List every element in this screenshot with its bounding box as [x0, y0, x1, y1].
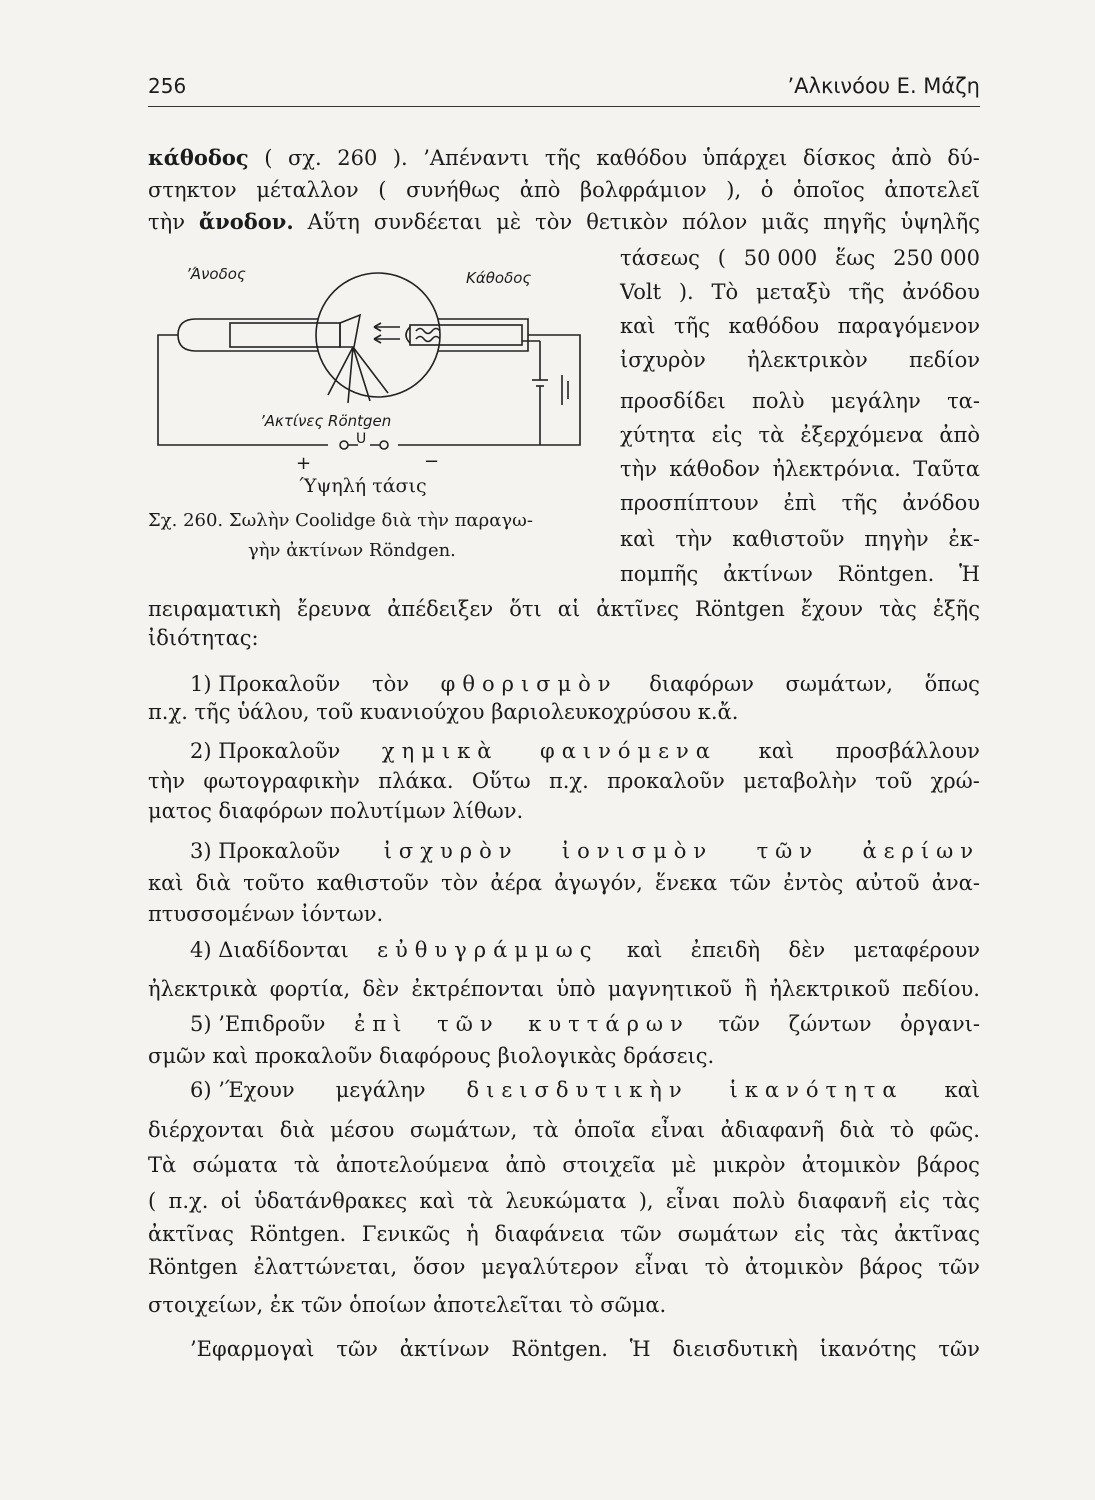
word: ἠλεκτρικοῦ [769, 977, 890, 1001]
word: βάρος [859, 1255, 923, 1279]
text-line [148, 175, 980, 205]
terminal-minus [380, 441, 388, 449]
word: ὀργανι- [900, 1012, 980, 1036]
anode-rod [230, 323, 340, 347]
word: συνδέεται [373, 210, 483, 234]
word: ἀερίων [862, 839, 980, 863]
word: ἀκτῖνες [596, 597, 679, 621]
word: καθόδου [728, 314, 820, 338]
word: ὑψηλῆς [900, 210, 980, 234]
word: 1) Προκαλοῦν [190, 672, 341, 696]
word: μαγνητικοῦ [607, 977, 733, 1001]
word: ἐλαττώνεται, [253, 1255, 398, 1279]
word: πεδίον [909, 348, 980, 372]
word: ἰονισμὸν [561, 839, 714, 863]
word: πομπῆς [620, 562, 699, 586]
text-line [148, 594, 980, 624]
word: ἀδιαφανῆ [720, 1118, 825, 1142]
word: ). [678, 280, 694, 304]
word: τὸ [704, 1255, 729, 1279]
label-anode: ’Άνοδος [186, 265, 246, 283]
coolidge-tube-figure [148, 255, 608, 595]
word: ὑπὸ [556, 977, 596, 1001]
word: πλάκα. [378, 769, 454, 793]
word: εἶναι [650, 1118, 706, 1142]
label-xrays: ’Ακτίνες Röntgen [260, 412, 392, 430]
word: μεταβολὴν [743, 769, 857, 793]
word: ἀκτίνων [399, 1337, 490, 1361]
word: τὸ [889, 1118, 915, 1142]
text-line [190, 1009, 980, 1039]
word: μικρὸν [712, 1153, 786, 1177]
word: ζώντων [788, 1012, 872, 1036]
text-line [148, 1186, 980, 1216]
word: Γενικῶς [361, 1222, 451, 1246]
word: π.χ. [548, 769, 589, 793]
word: ὅτι [509, 597, 542, 621]
word: φθορισμὸν [440, 672, 618, 696]
word: ἢ [744, 977, 757, 1001]
word: 50 000 [743, 246, 818, 270]
word: πειραματικὴ [148, 597, 281, 621]
word: εἰς [899, 1189, 930, 1213]
word: 3) Προκαλοῦν [190, 839, 341, 863]
word: ἀπὸ [891, 146, 932, 170]
word: Volt [620, 280, 662, 304]
word: ὅσον [412, 1255, 466, 1279]
word: καθόδου [596, 146, 687, 170]
word: καὶ [620, 314, 656, 338]
text-span: πτυσσομένων ἰόντων. [148, 902, 384, 926]
word: ἐπειδὴ [690, 938, 761, 962]
word: ἡ [466, 1222, 479, 1246]
word: τῆς [544, 146, 581, 170]
word: τὴν [148, 769, 185, 793]
word: Röntgen. [511, 1337, 608, 1361]
word: ὑπάρχει [702, 146, 788, 170]
word: τὸν [535, 210, 573, 234]
coolidge-tube-diagram [148, 255, 608, 475]
word: ἀνα- [931, 871, 980, 895]
word: διαφανῆ [797, 1189, 887, 1213]
word: ’Εφαρμογαὶ [190, 1337, 315, 1361]
word: καὶ [419, 1189, 455, 1213]
word: ἀτομικὸν [744, 1255, 844, 1279]
word: τὰ [758, 423, 785, 447]
word: ὑδατάνθρακες [254, 1189, 408, 1213]
word: λευκώματα [505, 1189, 627, 1213]
word: τὰς [942, 1189, 980, 1213]
word: διεισδυτικὴ [672, 1337, 798, 1361]
word: ἀποτελούμενα [335, 1153, 490, 1177]
word: ἠλεκτρικὸν [747, 348, 868, 372]
text-line [620, 488, 980, 518]
word: πολὺ [732, 1189, 786, 1213]
xray-line [353, 347, 388, 393]
word: 5) ’Επιδροῦν [190, 1012, 326, 1036]
word: οἱ [220, 1189, 242, 1213]
word: τὴν [675, 527, 713, 551]
text-line [148, 1219, 980, 1249]
word: ἰσχυρὸν [383, 839, 519, 863]
text-span: π.χ. τῆς ὑάλου, τοῦ κυανιούχου βαριολευκοχρύσου κ.ἄ. [148, 700, 739, 724]
word: Οὕτω [471, 769, 531, 793]
label-minus: − [424, 451, 440, 472]
word: τὰς [879, 597, 917, 621]
word: ἄνοδον. [199, 209, 294, 234]
text-line [148, 623, 980, 653]
text-line [620, 345, 980, 375]
word: ὅπως [924, 672, 980, 696]
word: ἀτομικὸν [801, 1153, 901, 1177]
text-line [190, 1075, 980, 1105]
word: διὰ [195, 871, 231, 895]
word: διαφάνεια [494, 1222, 605, 1246]
word: Αὕτη [307, 210, 360, 234]
word: ἀκτῖνας [148, 1222, 234, 1246]
word: μιᾶς [761, 210, 810, 234]
word: μεγαλύτερον [481, 1255, 619, 1279]
text-line [190, 736, 980, 766]
word: πόλον [682, 210, 748, 234]
page-header [148, 72, 980, 107]
word: προκαλοῦν [607, 769, 725, 793]
word: τὸν [371, 672, 409, 696]
text-line [148, 143, 980, 173]
word: τοῦ [875, 769, 913, 793]
word: ἱκανότης [819, 1337, 917, 1361]
word: 6) ’Έχουν [190, 1078, 295, 1102]
word: τῶν [729, 871, 771, 895]
word: προσβάλλουν [835, 739, 980, 763]
word: ἔχουν [800, 597, 864, 621]
running-title: ’Αλκινόου Ε. Μάζη [787, 74, 980, 98]
word: δύ- [947, 146, 980, 170]
word: ἕνεκα [654, 871, 718, 895]
word: στοιχεῖα [562, 1153, 656, 1177]
word: τοῦτο [243, 871, 305, 895]
word: διεισδυτικὴν [466, 1078, 689, 1102]
word: ἱκανότητα [729, 1078, 904, 1102]
text-span: ματος διαφόρων πολυτίμων λίθων. [148, 799, 524, 823]
text-line [190, 836, 980, 866]
word: καθιστοῦν [732, 527, 845, 551]
word: πεδίου. [902, 977, 980, 1001]
word: τῶν [938, 1337, 980, 1361]
word: κάθοδος [148, 145, 249, 170]
word: παραγόμενον [837, 314, 980, 338]
text-span: σμῶν καὶ προκαλοῦν διαφόρους βιολογικὰς δράσεις. [148, 1044, 715, 1068]
word: τῆς [841, 491, 878, 515]
word: ἀπὸ [505, 1153, 547, 1177]
word: 250 000 [893, 246, 980, 270]
word: κάθοδον [669, 457, 761, 481]
word: τα- [947, 389, 980, 413]
word: ἀγωγόν, [554, 871, 643, 895]
word: ( [717, 246, 726, 270]
word: 260 [337, 146, 378, 170]
word: ἐκτρέπονται [411, 977, 545, 1001]
word: ἀκτῖνας [894, 1222, 980, 1246]
word: ἐπὶ [783, 491, 817, 515]
word: τὰ [467, 1189, 494, 1213]
word: φωτογραφικὴν [203, 769, 360, 793]
word: τὰ [293, 1153, 320, 1177]
cathode-arm [438, 319, 528, 351]
word: καὶ [944, 1078, 980, 1102]
text-line [620, 311, 980, 341]
word: πολὺ [752, 389, 805, 413]
text-line [620, 454, 980, 484]
word: ’Απέναντι [423, 146, 530, 170]
word: χημικὰ [381, 739, 499, 763]
word: ἀποτελεῖ [884, 178, 980, 202]
word: διὰ [279, 1118, 315, 1142]
word: τάσεως [620, 246, 700, 270]
word: αὐτοῦ [855, 871, 920, 895]
word: καθιστοῦν [316, 871, 429, 895]
word: διὰ [839, 1118, 875, 1142]
text-line [148, 974, 980, 1004]
word: δὲν [362, 977, 400, 1001]
word: ἀέρα [490, 871, 543, 895]
word: μέταλλον [256, 178, 359, 202]
figure-caption: Σχ. 260. Σωλὴν Coolidge διὰ τὴν παραγω- [148, 510, 533, 531]
word: ἠλεκτρόνια. [772, 457, 901, 481]
word: Τὰ [148, 1153, 177, 1177]
figure-sublabel: Ύψηλή τάσις [299, 475, 427, 497]
text-line [148, 1150, 980, 1180]
word: πηγὴν [864, 527, 929, 551]
word: τῶν [336, 1337, 378, 1361]
word: σχ. [287, 146, 322, 170]
word: ἀνόδου [902, 280, 980, 304]
word: σωμάτων [677, 1222, 779, 1246]
word: τῶν [718, 1012, 761, 1036]
word: βάρος [916, 1153, 980, 1177]
word: εἰς [794, 1222, 825, 1246]
filament-coil [416, 337, 440, 342]
word: κυττάρων [528, 1012, 690, 1036]
word: τῶν [756, 839, 820, 863]
text-span: ἰδιότητας: [148, 626, 259, 650]
word: Ταῦτα [913, 457, 980, 481]
word: καὶ [758, 739, 795, 763]
word: ἀκτίνων [723, 562, 813, 586]
label-plus: + [296, 453, 312, 474]
word: φαινόμενα [539, 739, 717, 763]
word: ), [638, 1189, 654, 1213]
word: ἀπέδειξεν [387, 597, 494, 621]
word: π.χ. [168, 1189, 209, 1213]
word: ἐπὶ [354, 1012, 409, 1036]
word: ἑξῆς [932, 597, 980, 621]
word: στηκτον [148, 178, 237, 202]
word: εὐθυγράμμως [377, 938, 599, 962]
text-line [148, 1290, 980, 1320]
label-u: U [356, 431, 367, 447]
word: διαφόρων [649, 672, 754, 696]
text-line [148, 899, 980, 929]
word: σώματα [192, 1153, 278, 1177]
word: ὁποῖα [573, 1118, 636, 1142]
word: καὶ [626, 938, 663, 962]
text-line [190, 935, 980, 965]
text-line [190, 1334, 980, 1364]
word: εἶναι [665, 1189, 721, 1213]
word: μέσου [330, 1118, 395, 1142]
word: ( [148, 1189, 157, 1213]
word: ). [392, 146, 408, 170]
word: μὲ [671, 1153, 697, 1177]
word: ἐξερχόμενα [800, 423, 924, 447]
word: ἐκ- [948, 527, 980, 551]
text-line [148, 1252, 980, 1282]
text-line [620, 277, 980, 307]
text-line [148, 1115, 980, 1145]
text-line [148, 868, 980, 898]
word: εἰς [711, 423, 743, 447]
word: φορτία, [269, 977, 351, 1001]
word: ἀπὸ [519, 178, 561, 202]
word: Ἡ [959, 562, 980, 586]
anode-target [340, 315, 360, 347]
word: σωμάτων, [409, 1118, 518, 1142]
word: ἐντὸς [783, 871, 844, 895]
text-line [148, 697, 980, 727]
word: τὸν [441, 871, 479, 895]
word: Röntgen. [837, 562, 935, 586]
word: προσδίδει [620, 389, 726, 413]
filament-coil [416, 329, 440, 334]
word: 2) Προκαλοῦν [190, 739, 341, 763]
word: ὁποῖος [793, 178, 865, 202]
word: σωμάτων, [785, 672, 893, 696]
terminal-plus [340, 441, 348, 449]
text-line [190, 669, 980, 699]
word: δὲν [788, 938, 826, 962]
word: τῆς [848, 280, 885, 304]
word: Röntgen [148, 1255, 238, 1279]
word: ( [264, 146, 273, 170]
word: τῶν [437, 1012, 500, 1036]
word: χρώ- [930, 769, 980, 793]
label-cathode: Κάθοδος [466, 269, 532, 287]
word: 4) Διαδίδονται [190, 938, 349, 962]
text-line [620, 386, 980, 416]
word: συνήθως [406, 178, 501, 202]
word: μεγάλην [335, 1078, 426, 1102]
word: ἠλεκτρικὰ [148, 977, 258, 1001]
word: τῆς [674, 314, 710, 338]
word: Röntgen. [249, 1222, 347, 1246]
page-number: 256 [148, 74, 187, 98]
word: ἔρευνα [296, 597, 372, 621]
word: πηγῆς [823, 210, 887, 234]
word: τὴν [620, 457, 657, 481]
word: τῶν [938, 1255, 980, 1279]
word: αἱ [557, 597, 581, 621]
text-line [148, 1041, 980, 1071]
word: εἶναι [634, 1255, 689, 1279]
word: ( [378, 178, 387, 202]
text-line [148, 207, 980, 237]
word: Ἡ [629, 1337, 651, 1361]
word: Τὸ [711, 280, 739, 304]
text-line [148, 766, 980, 796]
word: μεταξὺ [756, 280, 831, 304]
word: τὰς [840, 1222, 879, 1246]
word: χύτητα [620, 423, 696, 447]
word: φῶς. [929, 1118, 980, 1142]
word: τὰ [532, 1118, 559, 1142]
text-line [620, 559, 980, 589]
word: καὶ [620, 527, 656, 551]
text-line [620, 524, 980, 554]
word: ὁ [760, 178, 774, 202]
word: μεταφέρουν [853, 938, 980, 962]
word: δίσκος [802, 146, 876, 170]
text-line [620, 243, 980, 273]
word: θετικὸν [586, 210, 669, 234]
word: τῶν [620, 1222, 662, 1246]
word: τὴν [148, 210, 185, 234]
text-line [148, 796, 980, 826]
word: μὲ [496, 210, 522, 234]
word: ἰσχυρὸν [620, 348, 706, 372]
word: καὶ [148, 871, 184, 895]
word: διέρχονται [148, 1118, 265, 1142]
word: μεγάλην [830, 389, 921, 413]
word: προσπίπτουν [620, 491, 759, 515]
figure-caption: γὴν ἀκτίνων Röndgen. [248, 540, 456, 561]
tube-bulb [316, 273, 440, 397]
word: ἀπὸ [939, 423, 980, 447]
text-line [620, 420, 980, 450]
text-span: στοιχείων, ἐκ τῶν ὁποίων ἀποτελεῖται τὸ σῶμα. [148, 1293, 667, 1317]
word: Röntgen [694, 597, 785, 621]
word: ἀνόδου [902, 491, 980, 515]
word: ), [726, 178, 742, 202]
word: ἕως [835, 246, 876, 270]
word: βολφράμιον [580, 178, 707, 202]
